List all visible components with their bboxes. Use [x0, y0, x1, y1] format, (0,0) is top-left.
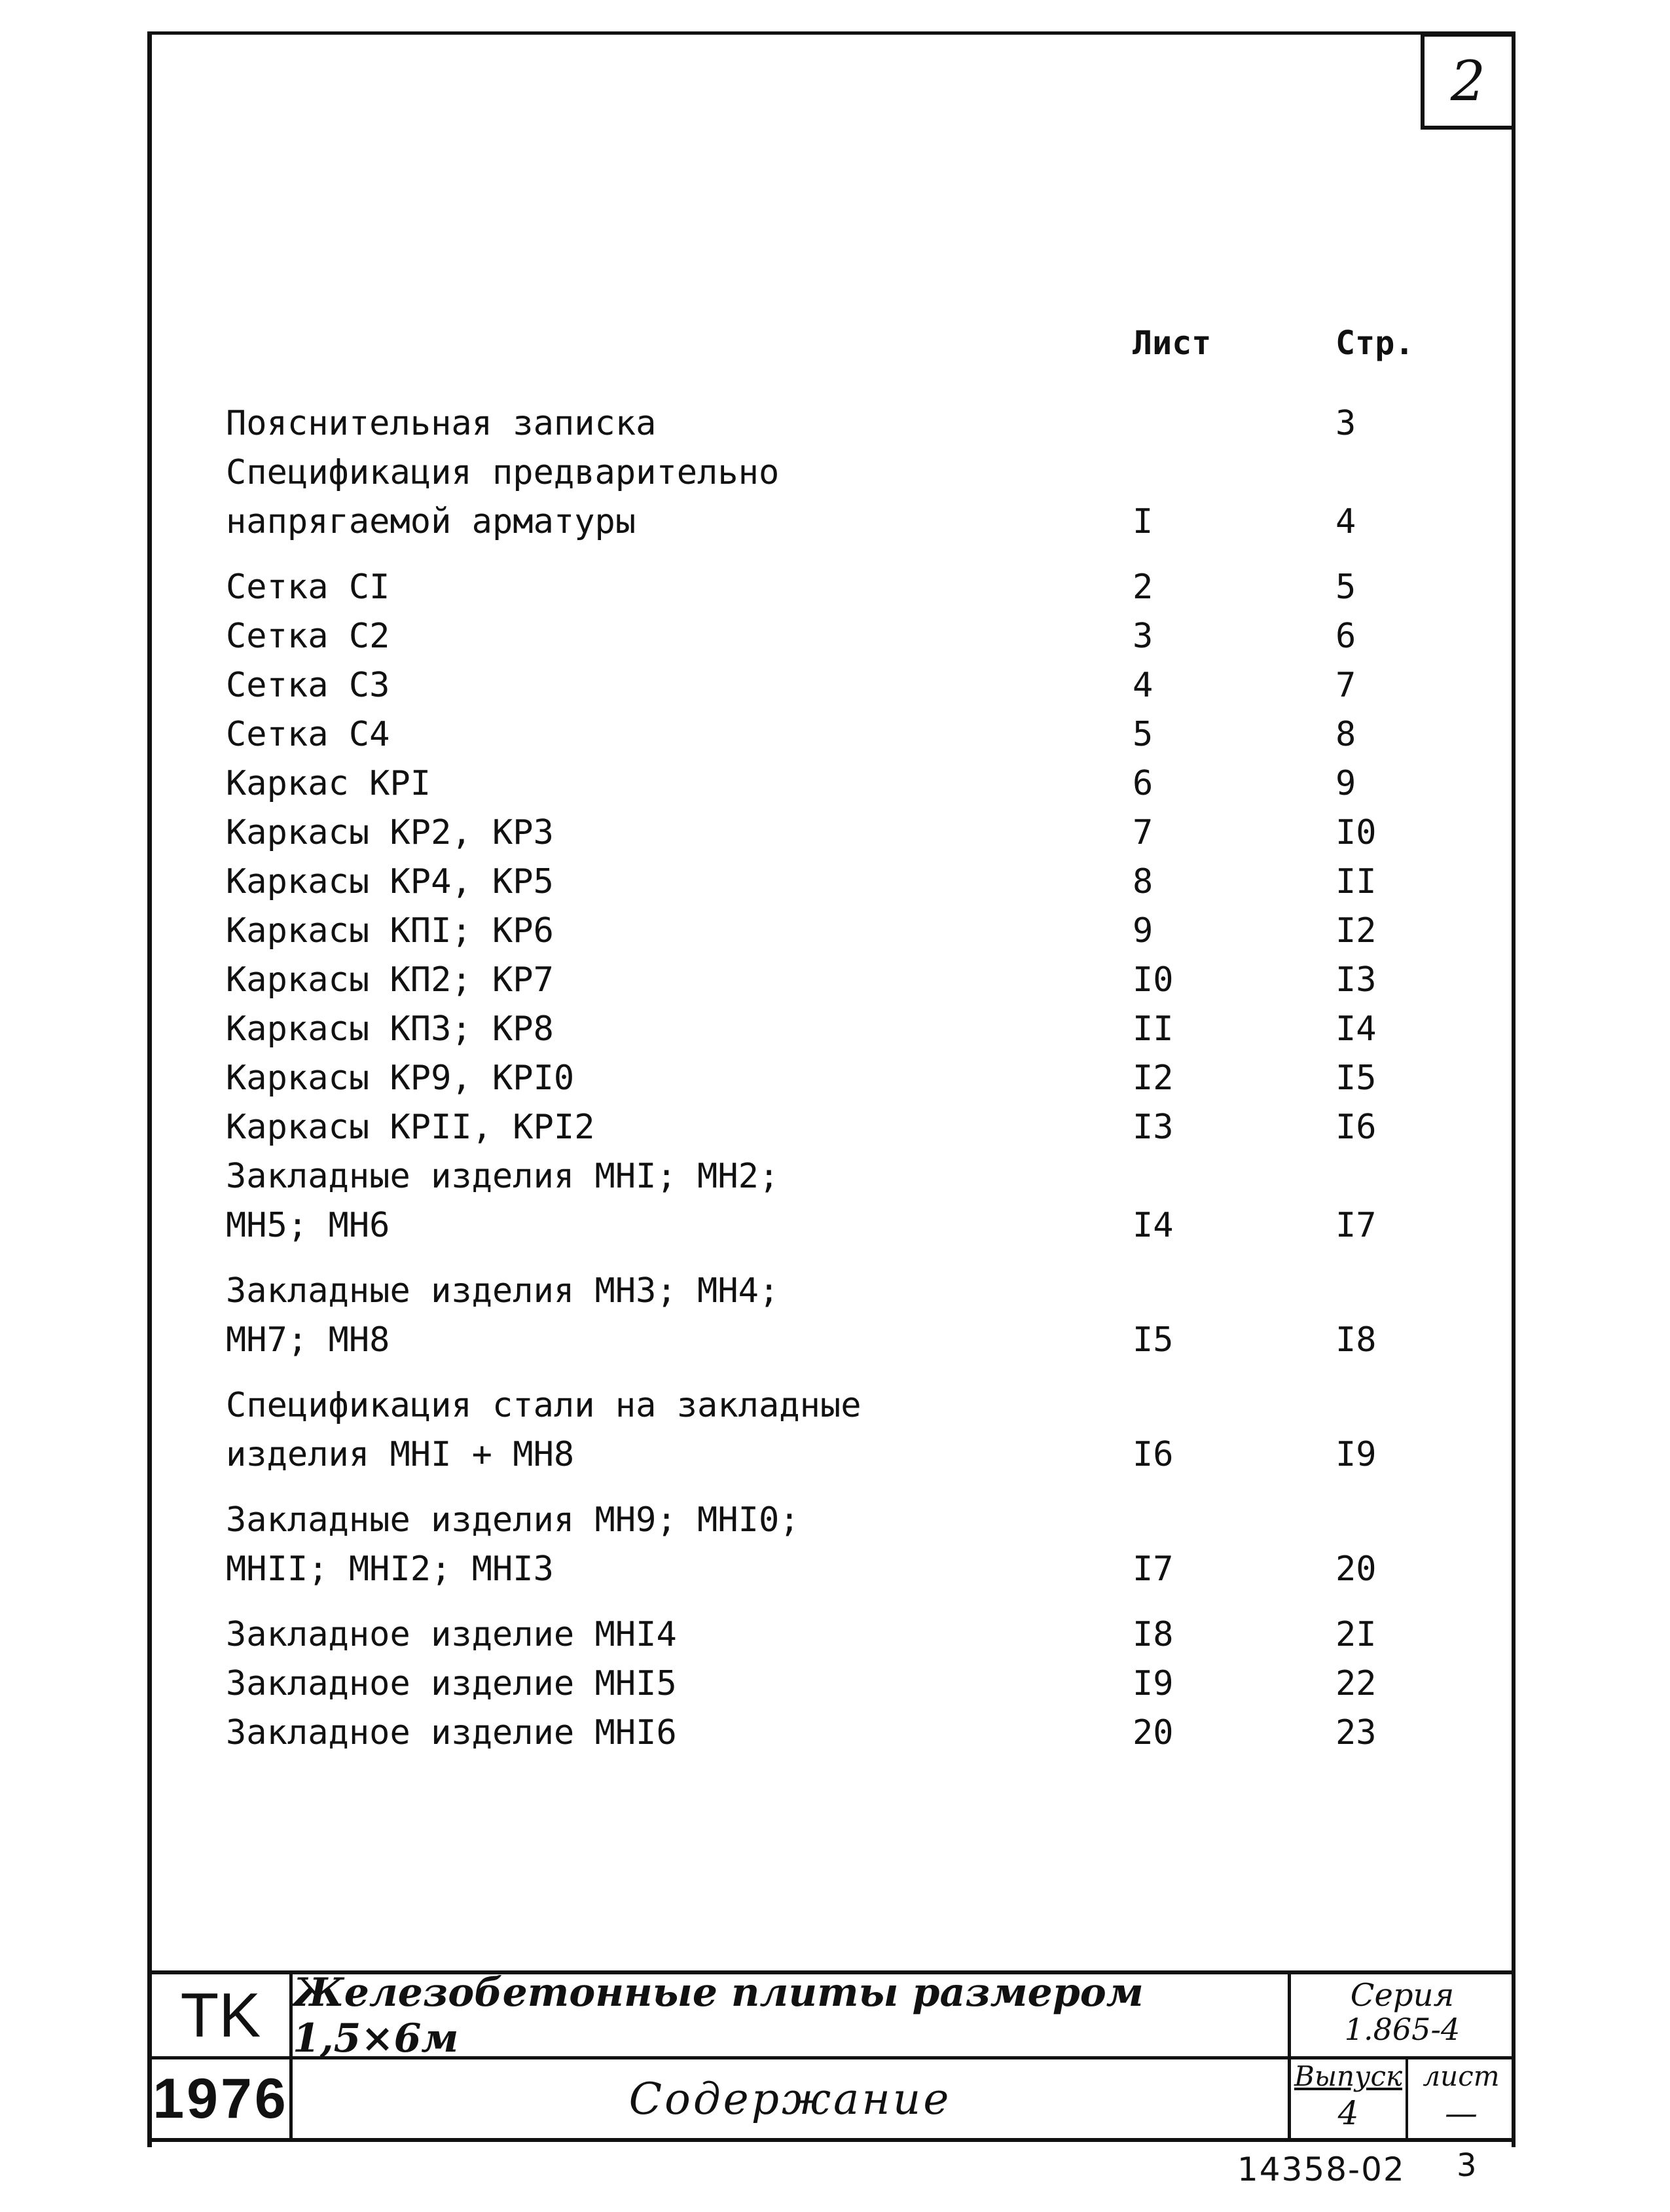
series-label: Серия [1350, 1977, 1455, 2014]
sheet-value: — [1445, 2094, 1478, 2132]
toc-row: Каркасы KП3; KP8 II I4 [226, 1009, 1377, 1049]
toc-row: Закладное изделие MHI4 I8 2I [226, 1615, 1377, 1654]
toc-row: Спецификация предварительно напрягаемой арматуры I 4 [226, 453, 1356, 541]
toc-row: Каркасы KP4, KP5 8 II [226, 862, 1377, 901]
archive-code: 14358-02 [1237, 2150, 1406, 2188]
title-block-year: 1976 [153, 2067, 289, 2130]
issue-value: 4 [1337, 2094, 1359, 2132]
toc-row: Закладное изделие MHI5 I9 22 [226, 1664, 1377, 1703]
toc-row: Закладные изделия MH3; MH4; MH7; MH8 I5 I8 [226, 1271, 1377, 1360]
toc-row: Сетка C3 4 7 [226, 666, 1356, 705]
toc-header-sheet: Лист [1133, 324, 1212, 362]
issue-cell [1291, 2059, 1406, 2142]
table-of-contents [226, 399, 1404, 1758]
toc-row: Каркасы KПI; KP6 9 I2 [226, 911, 1377, 951]
toc-row: Каркасы KП2; KP7 I0 I3 [226, 960, 1377, 1000]
toc-row: Закладные изделия MH9; MHI0; MHII; MHI2; MHI3 I7 20 [226, 1500, 1377, 1589]
sheet-cell [1409, 2059, 1514, 2142]
series-value: 1.865-4 [1344, 2012, 1461, 2047]
document-subtitle: Содержание [628, 2074, 952, 2124]
toc-header-page: Стр. [1335, 324, 1415, 362]
toc-row: Сетка CI 2 5 [226, 568, 1356, 607]
toc-row: Спецификация стали на закладные изделия MHI + MH8 I6 I9 [226, 1386, 1377, 1474]
issue-label: Выпуск [1294, 2060, 1403, 2092]
toc-row: Закладные изделия MHI; MH2; MH5; MH6 I4 I7 [226, 1157, 1377, 1245]
toc-row: Пояснительная записка 3 [226, 404, 1356, 443]
archive-mark: 3 [1457, 2147, 1477, 2184]
page-number: 2 [1421, 33, 1516, 130]
sheet-label: лист [1423, 2060, 1500, 2092]
toc-row: Каркас KPI 6 9 [226, 764, 1356, 803]
toc-row: Сетка C4 5 8 [226, 715, 1356, 754]
toc-row: Закладное изделие MHI6 20 23 [226, 1713, 1377, 1752]
series-cell [1291, 1974, 1514, 2056]
toc-row: Каркасы KP9, KPI0 I2 I5 [226, 1059, 1377, 1098]
title-block-org: TK [180, 1980, 261, 2050]
toc-row: Сетка C2 3 6 [226, 617, 1356, 656]
document-title: Железобетонные плиты размером 1,5×6м [293, 1969, 1144, 2061]
toc-row: Каркасы KP2, KP3 7 I0 [226, 813, 1377, 852]
toc-row: Каркасы KPII, KPI2 I3 I6 [226, 1108, 1377, 1147]
title-block [147, 1970, 1516, 2142]
